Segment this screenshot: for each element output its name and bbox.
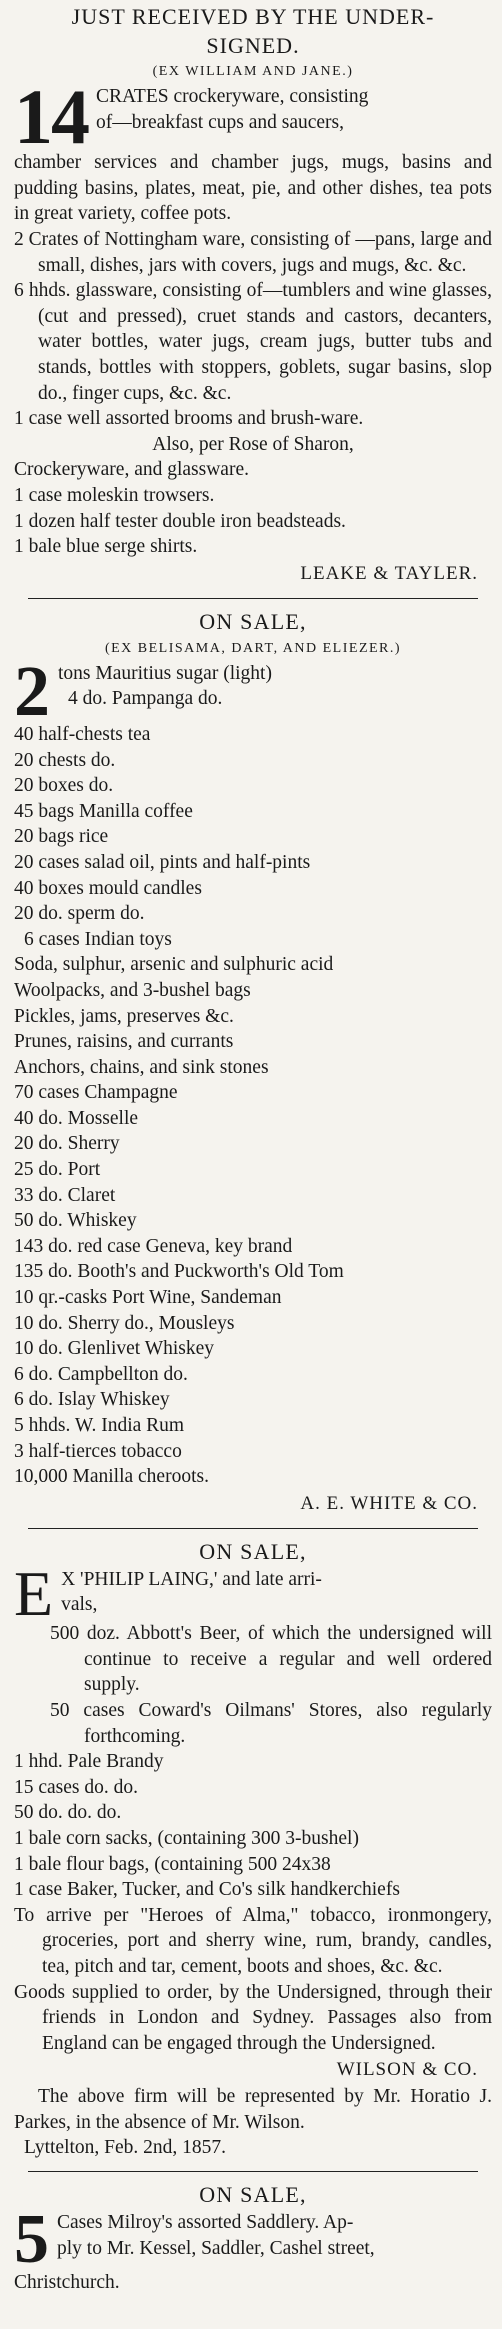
ad3-item: To arrive per "Heroes of Alma," tobacco, ironmongery, groceries, port and sherry wine, rum, brandy, candles, tea, pitch and tar, cement, boots and shoes, &c. &c. xyxy=(14,1904,492,1977)
advertisement-white-co xyxy=(14,607,492,1518)
ad2-item: Anchors, chains, and sink stones xyxy=(14,1056,269,1078)
ad3-heading: ON SALE, xyxy=(199,1538,307,1564)
ad2-item: 20 cases salad oil, pints and half-pints xyxy=(14,851,311,873)
divider xyxy=(28,598,478,599)
ad3-dropcap: E xyxy=(14,1557,54,1629)
ad2-item: 20 do. Sherry xyxy=(14,1133,120,1155)
ad2-item: 40 do. Mosselle xyxy=(14,1107,139,1129)
ad2-item: 40 boxes mould candles xyxy=(14,877,202,899)
ad2-signature: A. E. WHITE & CO. xyxy=(300,1492,478,1514)
ad2-item: 6 do. Islay Whiskey xyxy=(14,1389,170,1411)
ad3-lead xyxy=(14,1557,492,1629)
ad3-lead-line-1: X 'PHILIP LAING,' and late arri- xyxy=(61,1568,322,1590)
ad1-lead-line-2: of—breakfast cups and saucers, xyxy=(96,111,344,133)
ad1-lead xyxy=(14,73,492,160)
ad2-item: Soda, sulphur, arsenic and sulphuric acid xyxy=(14,954,334,976)
ad3-item: 1 bale corn sacks, (containing 300 3-bushel) xyxy=(14,1827,359,1849)
ad1-also-item: 1 dozen half tester double iron beadsteads. xyxy=(14,510,346,532)
ad3-item: 500 doz. Abbott's Beer, of which the undersigned will continue to receive a regular and well ordered supply. xyxy=(50,1623,492,1696)
ad1-also: Also, per Rose of Sharon, xyxy=(152,433,354,455)
ad2-item: Woolpacks, and 3-bushel bags xyxy=(14,979,251,1001)
ad3-item: 50 cases Coward's Oilmans' Stores, also regularly forthcoming. xyxy=(50,1699,492,1747)
ad2-lead-line-2: 4 do. Pampanga do. xyxy=(68,688,223,710)
ad1-also-item: 1 bale blue serge shirts. xyxy=(14,536,198,558)
ad2-dropcap: 2 xyxy=(14,650,50,731)
ad1-dropcap: 14 xyxy=(14,73,88,160)
ad4-last-line: Christchurch. xyxy=(14,2271,120,2293)
ad1-also-item: Crockeryware, and glassware. xyxy=(14,459,249,481)
ad1-lead-rest: chamber services and chamber jugs, mugs, basins and pudding basins, plates, meat, pie, and other dishes, tea pots in great variety, coffee pots. xyxy=(14,152,492,225)
ad2-item: 6 do. Campbellton do. xyxy=(14,1363,188,1385)
ad1-item: 2 Crates of Nottingham ware, consisting of —pans, large and small, dishes, jars with covers, jugs and mugs, &c. &c. xyxy=(14,229,492,276)
ad4-line-1: Cases Milroy's assorted Saddlery. Ap- xyxy=(57,2212,354,2234)
ad3-dateline: Lyttelton, Feb. 2nd, 1857. xyxy=(24,2137,227,2159)
ad2-item: 20 do. sperm do. xyxy=(14,903,145,925)
ad4-dropcap: 5 xyxy=(14,2201,49,2279)
divider xyxy=(28,2171,478,2172)
ad1-lead-line-1: CRATES crockeryware, consisting xyxy=(96,86,369,107)
ad2-lead-lines xyxy=(58,661,492,712)
advertisement-saddlery xyxy=(14,2180,492,2295)
advertisement-wilson-co xyxy=(14,1537,492,2161)
ad2-item: 10 do. Glenlivet Whiskey xyxy=(14,1338,215,1360)
ad1-heading: JUST RECEIVED BY THE UNDER- xyxy=(71,4,435,29)
ad2-lead xyxy=(14,650,492,731)
ad2-lead-line-1: tons Mauritius sugar (light) xyxy=(58,662,272,684)
divider xyxy=(28,1528,478,1529)
ad2-item: Pickles, jams, preserves &c. xyxy=(14,1005,234,1027)
ad3-short-item: 15 cases do. do. xyxy=(14,1776,139,1798)
ad2-item: 50 do. Whiskey xyxy=(14,1210,137,1232)
ad3-item: 1 bale flour bags, (containing 500 24x38 xyxy=(14,1853,331,1875)
ad1-lead-lines xyxy=(96,84,492,135)
ad2-item: 20 chests do. xyxy=(14,749,116,771)
ad2-item: 70 cases Champagne xyxy=(14,1082,178,1104)
ad2-heading: ON SALE, xyxy=(199,608,307,634)
ad1-item: 1 case well assorted brooms and brush-ware. xyxy=(14,408,364,430)
ad1-also-item: 1 case moleskin trowsers. xyxy=(14,485,215,507)
ad4-lead xyxy=(14,2201,492,2279)
ad2-item: 20 boxes do. xyxy=(14,775,114,797)
ad3-item: Goods supplied to order, by the Undersigned, through their friends in London and Sydney. Passages also from England can be engaged through the Undersigned. xyxy=(14,1981,492,2054)
ad2-item: 10,000 Manilla cheroots. xyxy=(14,1466,209,1488)
ad2-item: 135 do. Booth's and Puckworth's Old Tom xyxy=(14,1261,344,1283)
ad3-short-item: 50 do. do. do. xyxy=(14,1802,122,1824)
ad1-heading-2: SIGNED. xyxy=(206,33,300,58)
ad1-item: 6 hhds. glassware, consisting of—tumblers and wine glasses, (cut and pressed), cruet stands and castors, decanters, water bottles, water jugs, cream jugs, butter tubs and stands, bottles with stoppers, goblets, sugar basins, slop do., finger cups, &c. &c. xyxy=(14,280,492,404)
advertisement-leake-tayler xyxy=(14,0,492,588)
ad2-item: 10 qr.-casks Port Wine, Sandeman xyxy=(14,1287,282,1309)
ad1-signature: LEAKE & TAYLER. xyxy=(300,562,478,584)
ad2-item: 5 hhds. W. India Rum xyxy=(14,1415,185,1437)
ad1-subheading: (EX WILLIAM AND JANE.) xyxy=(152,64,354,79)
ad3-lead-line-2: vals, xyxy=(61,1594,98,1616)
ad2-item: 10 do. Sherry do., Mousleys xyxy=(14,1312,235,1334)
ad3-lead-lines xyxy=(61,1567,492,1618)
ad2-item: 45 bags Manilla coffee xyxy=(14,800,193,822)
ad2-item: 3 half-tierces tobacco xyxy=(14,1440,182,1462)
ad2-item: 6 cases Indian toys xyxy=(24,928,172,950)
ad3-signature: WILSON & CO. xyxy=(336,2059,478,2081)
ad2-item: 33 do. Claret xyxy=(14,1184,116,1206)
ad2-item: 143 do. red case Geneva, key brand xyxy=(14,1235,293,1257)
ad3-item: 1 case Baker, Tucker, and Co's silk handkerchiefs xyxy=(14,1879,400,1901)
ad3-note: The above firm will be represented by Mr. Horatio J. Parkes, in the absence of Mr. Wilson. xyxy=(14,2086,492,2133)
ad3-short-item: 1 hhd. Pale Brandy xyxy=(14,1751,164,1773)
ad4-heading: ON SALE, xyxy=(199,2182,307,2208)
ad2-item: 40 half-chests tea xyxy=(14,723,151,745)
ad2-item: 25 do. Port xyxy=(14,1159,101,1181)
ad2-item: Prunes, raisins, and currants xyxy=(14,1031,234,1053)
ad2-item: 20 bags rice xyxy=(14,826,109,848)
ad4-line-2: ply to Mr. Kessel, Saddler, Cashel street, xyxy=(57,2237,375,2259)
ad2-subheading: (EX BELISAMA, DART, AND ELIEZER.) xyxy=(104,640,402,656)
ad4-lead-lines xyxy=(57,2210,492,2261)
